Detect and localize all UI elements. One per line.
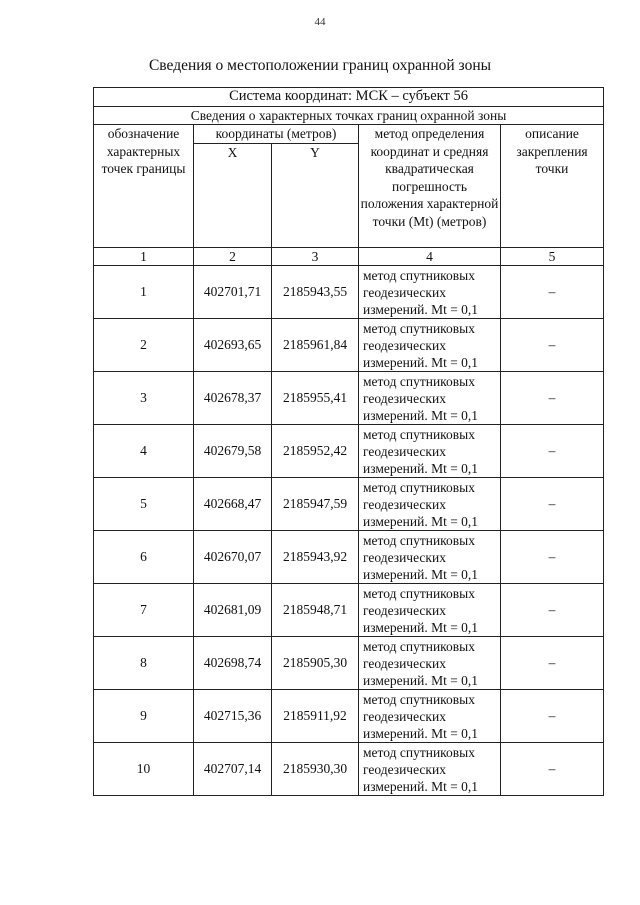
table-row — [94, 319, 604, 372]
description-header: описание закрепления точки — [501, 125, 604, 248]
column-number: 1 — [94, 247, 194, 266]
description-cell: – — [501, 743, 604, 796]
method-cell: метод спутниковых геодезических измерений. Mt = 0,1 — [359, 266, 501, 319]
point-number-cell: 9 — [94, 690, 194, 743]
x-coordinate-cell: 402698,74 — [194, 637, 272, 690]
column-number: 3 — [272, 247, 359, 266]
table-row — [94, 425, 604, 478]
point-number-cell: 1 — [94, 266, 194, 319]
x-coordinate-cell: 402681,09 — [194, 584, 272, 637]
description-cell: – — [501, 372, 604, 425]
y-coordinate-cell: 2185961,84 — [272, 319, 359, 372]
x-coordinate-cell: 402693,65 — [194, 319, 272, 372]
table-row — [94, 531, 604, 584]
point-number-cell: 8 — [94, 637, 194, 690]
coordinate-system-row — [94, 88, 604, 107]
method-cell: метод спутниковых геодезических измерений. Mt = 0,1 — [359, 425, 501, 478]
table-row — [94, 478, 604, 531]
method-cell: метод спутниковых геодезических измерений. Mt = 0,1 — [359, 531, 501, 584]
y-coordinate-cell: 2185955,41 — [272, 372, 359, 425]
description-cell: – — [501, 637, 604, 690]
point-number-cell: 7 — [94, 584, 194, 637]
point-number-cell: 5 — [94, 478, 194, 531]
description-cell: – — [501, 584, 604, 637]
x-coordinate-cell: 402707,14 — [194, 743, 272, 796]
column-number: 5 — [501, 247, 604, 266]
x-header: X — [194, 143, 272, 247]
point-number-cell: 2 — [94, 319, 194, 372]
description-cell: – — [501, 531, 604, 584]
column-number-row — [94, 247, 604, 266]
designation-header: обозначение характерных точек границы — [94, 125, 194, 248]
boundary-points-table — [93, 87, 604, 796]
table-row — [94, 584, 604, 637]
table-row — [94, 637, 604, 690]
table-row — [94, 743, 604, 796]
coordinates-header: координаты (метров) — [194, 125, 359, 144]
point-number-cell: 10 — [94, 743, 194, 796]
method-cell: метод спутниковых геодезических измерений. Mt = 0,1 — [359, 637, 501, 690]
y-coordinate-cell: 2185943,92 — [272, 531, 359, 584]
table-row — [94, 372, 604, 425]
method-cell: метод спутниковых геодезических измерений. Mt = 0,1 — [359, 319, 501, 372]
y-coordinate-cell: 2185930,30 — [272, 743, 359, 796]
x-coordinate-cell: 402668,47 — [194, 478, 272, 531]
method-cell: метод спутниковых геодезических измерений. Mt = 0,1 — [359, 690, 501, 743]
point-number-cell: 6 — [94, 531, 194, 584]
description-cell: – — [501, 690, 604, 743]
description-cell: – — [501, 319, 604, 372]
page-number: 44 — [314, 16, 326, 28]
y-coordinate-cell: 2185943,55 — [272, 266, 359, 319]
x-coordinate-cell: 402715,36 — [194, 690, 272, 743]
x-coordinate-cell: 402679,58 — [194, 425, 272, 478]
section-title-cell: Сведения о характерных точках границ охранной зоны — [94, 106, 604, 125]
coordinate-system-cell: Система координат: МСК – субъект 56 — [94, 88, 604, 107]
y-coordinate-cell: 2185948,71 — [272, 584, 359, 637]
description-cell: – — [501, 478, 604, 531]
header-row — [94, 125, 604, 144]
description-cell: – — [501, 266, 604, 319]
y-coordinate-cell: 2185911,92 — [272, 690, 359, 743]
x-coordinate-cell: 402701,71 — [194, 266, 272, 319]
x-coordinate-cell: 402678,37 — [194, 372, 272, 425]
y-coordinate-cell: 2185905,30 — [272, 637, 359, 690]
method-cell: метод спутниковых геодезических измерений. Mt = 0,1 — [359, 584, 501, 637]
y-header: Y — [272, 143, 359, 247]
method-cell: метод спутниковых геодезических измерений. Mt = 0,1 — [359, 743, 501, 796]
method-cell: метод спутниковых геодезических измерений. Mt = 0,1 — [359, 372, 501, 425]
column-number: 2 — [194, 247, 272, 266]
table-row — [94, 266, 604, 319]
description-cell: – — [501, 425, 604, 478]
method-cell: метод спутниковых геодезических измерений. Mt = 0,1 — [359, 478, 501, 531]
column-number: 4 — [359, 247, 501, 266]
y-coordinate-cell: 2185947,59 — [272, 478, 359, 531]
document-title: Сведения о местоположении границ охранной зоны — [148, 57, 492, 74]
section-title-row — [94, 106, 604, 125]
table-row — [94, 690, 604, 743]
y-coordinate-cell: 2185952,42 — [272, 425, 359, 478]
method-header: метод определения координат и средняя квадратическая погрешность положения характерной точки (Mt) (метров) — [359, 125, 501, 248]
point-number-cell: 3 — [94, 372, 194, 425]
point-number-cell: 4 — [94, 425, 194, 478]
x-coordinate-cell: 402670,07 — [194, 531, 272, 584]
